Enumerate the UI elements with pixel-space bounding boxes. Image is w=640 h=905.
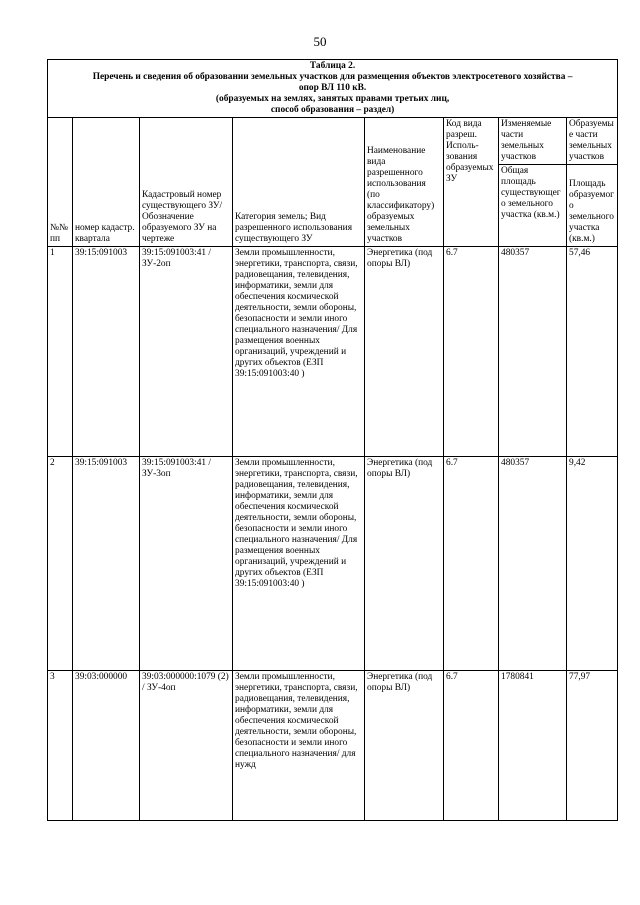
header-use-name: Наименование вида разрешенного использования (по классификатору) образуемых земельных участков <box>365 118 444 247</box>
row-use-name: Энергетика (под опоры ВЛ) <box>365 457 444 671</box>
page-number: 50 <box>313 34 327 49</box>
row-quarter: 39:15:091003 <box>73 247 140 457</box>
header-formed-parts: Образуемые части земельных участков <box>567 118 618 165</box>
row-total-area: 480357 <box>499 457 567 671</box>
header-category: Категория земель; Вид разрешенного использования существующего ЗУ <box>233 118 365 247</box>
row-formed-area: 57,46 <box>567 247 618 457</box>
row-num: 2 <box>48 457 73 671</box>
row-cadastral: 39:03:000000:1079 (2) / ЗУ-4оп <box>140 671 233 821</box>
land-plots-table <box>47 59 618 821</box>
table-title-line-1: Таблица 2. <box>309 61 356 71</box>
row-total-area: 1780841 <box>499 671 567 821</box>
row-cadastral: 39:15:091003:41 / ЗУ-2оп <box>140 247 233 457</box>
row-use-code: 6.7 <box>444 457 499 671</box>
header-quarter: номер кадастр. квартала <box>73 118 140 247</box>
row-category-cell <box>233 671 365 821</box>
row-use-name: Энергетика (под опоры ВЛ) <box>365 671 444 821</box>
table-row <box>48 671 618 821</box>
row-formed-area: 9,42 <box>567 457 618 671</box>
row-quarter: 39:03:000000 <box>73 671 140 821</box>
header-total-area: Общая площадь существующего земельного участка (кв.м.) <box>499 165 567 247</box>
row-num: 1 <box>48 247 73 457</box>
row-formed-area: 77,97 <box>567 671 618 821</box>
row-category: Земли промышленности, энергетики, транспорта, связи, радиовещания, телевидения, информатики, земли для обеспечения космической деятельности, земли обороны, безопасности и земли иного специального назначения/ для нужд <box>235 672 358 770</box>
header-num: №№ пп <box>48 118 73 247</box>
row-cadastral: 39:15:091003:41 / ЗУ-3оп <box>140 457 233 671</box>
table-row <box>48 457 618 671</box>
row-use-code: 6.7 <box>444 671 499 821</box>
row-total-area: 480357 <box>499 247 567 457</box>
row-use-code: 6.7 <box>444 247 499 457</box>
row-quarter: 39:15:091003 <box>73 457 140 671</box>
table-header-row <box>48 118 618 165</box>
row-category: Земли промышленности, энергетики, транспорта, связи, радиовещания, телевидения, информатики, земли для обеспечения космической деятельности, земли обороны, безопасности и земли иного специального назначения/ Для размещения военных организаций, учреждений и других объектов (ЕЗП 39:15:091003:40 ) <box>233 247 365 457</box>
table-title <box>48 60 618 118</box>
table-title-line-3: опор ВЛ 110 кВ. <box>298 83 367 93</box>
header-changed-parts: Изменяемые части земельных участков <box>499 118 567 165</box>
header-formed-area: Площадь образуемого земельного участка (кв.м.) <box>567 165 618 247</box>
table-title-line-2: Перечень и сведения об образовании земельных участков для размещения объектов электросетевого хозяйства – <box>92 72 573 82</box>
table-title-row <box>48 60 618 118</box>
table-title-line-4: (образуемых на землях, занятых правами третьих лиц, <box>215 94 450 104</box>
row-category: Земли промышленности, энергетики, транспорта, связи, радиовещания, телевидения, информатики, земли для обеспечения космической деятельности, земли обороны, безопасности и земли иного специального назначения/ Для размещения военных организаций, учреждений и других объектов (ЕЗП 39:15:091003:40 ) <box>233 457 365 671</box>
header-cadastral: Кадастровый номер существующего ЗУ/ Обозначение образуемого ЗУ на чертеже <box>140 118 233 247</box>
row-use-name: Энергетика (под опоры ВЛ) <box>365 247 444 457</box>
table-title-line-5: способ образования – раздел) <box>270 105 395 115</box>
table-row <box>48 247 618 457</box>
header-use-code: Код вида разреш. Исполь-зования образуемых ЗУ <box>444 118 499 247</box>
row-num: 3 <box>48 671 73 821</box>
